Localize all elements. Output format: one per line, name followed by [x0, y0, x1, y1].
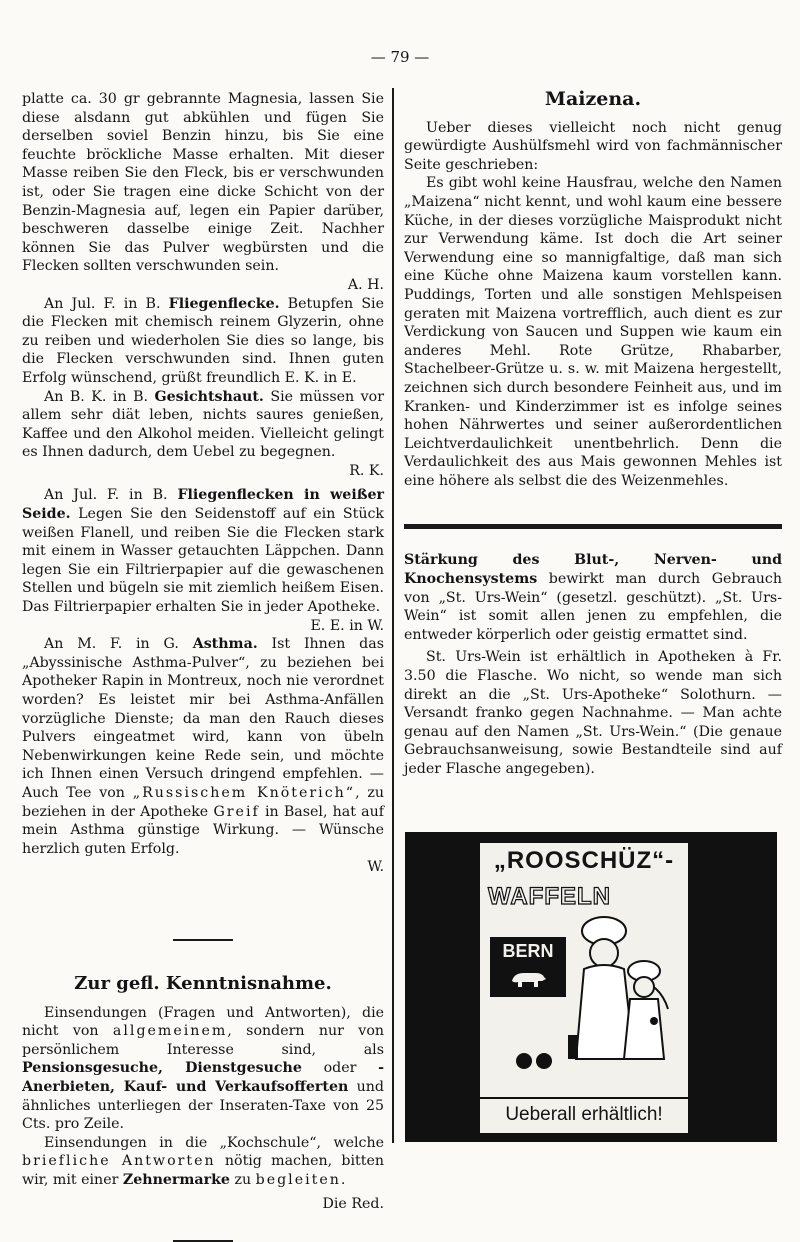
signature: Die Red.	[322, 1196, 384, 1213]
left-column	[22, 90, 384, 1242]
article-paragraph: Ueber dieses vielleicht noch nicht genug gewürdigte Aushülfsmehl wird von fachmännischer Seite geschrieben:	[404, 119, 782, 173]
article-paragraph: St. Urs-Wein ist erhältlich in Apotheken à Fr. 3.50 die Flasche. Wo nicht, so wende man sich direkt an die „St. Urs-Apotheke“ Solothurn. — Versandt franko gegen Nachnahme. — Man achte genau auf den Namen „St. Urs-Wein.“ (Die genaue Gebrauchsanweisung, sowie Bestandteile sind auf jeder Flasche angegeben).	[404, 649, 782, 777]
signature: R. K.	[349, 462, 384, 479]
paragraph-intro: An M. F. in G.	[44, 636, 179, 653]
signature: A. H.	[347, 276, 384, 293]
ad-brand: „ROOSCHÜZ“-	[493, 847, 675, 874]
signature: W.	[367, 859, 384, 876]
ad-product: WAFFELN	[488, 883, 611, 910]
paragraph-intro: An B. K. in B.	[44, 388, 148, 405]
paragraph-text: Einsendungen (Fragen und Antworten), die nicht von	[22, 1004, 384, 1040]
paragraph-text: Legen Sie den Seidenstoff auf ein Stück weißen Flanell, und reiben Sie die Flecken stark mit einem in Wasser getauchten Läppchen. Dann legen Sie ein Filtrierpapier auf die gewaschenen Stellen und bügeln sie mit ziemlich heißem Eisen. Das Filtrierpapier erhalten Sie in jeder Apotheke.	[22, 506, 385, 616]
page-number: — 79 —	[370, 48, 430, 66]
bold-text: Zehnermarke	[122, 1171, 230, 1188]
paragraph-text: , zu beziehen in der Apotheke	[22, 784, 384, 820]
notice-heading: Zur gefl. Kenntnisnahme.	[74, 972, 332, 994]
topic-heading: Gesichtshaut.	[154, 388, 264, 405]
signature: E. E. in W.	[310, 617, 384, 634]
topic-heading: Asthma.	[192, 636, 258, 653]
spaced-text: allgemeinem	[112, 1023, 228, 1040]
chef-illustration-icon	[484, 909, 684, 1079]
spaced-text: Greif	[213, 803, 260, 820]
paragraph-text: nötig machen, bitten wir, mit einer	[22, 1153, 384, 1188]
article-paragraph	[22, 388, 384, 481]
spaced-text: begleiten.	[255, 1171, 348, 1188]
notice-paragraph	[22, 1004, 384, 1134]
spaced-text: briefliche Antworten	[22, 1153, 216, 1170]
topic-heading: Fliegenflecken in weißer Seide.	[22, 487, 384, 523]
paragraph-text: bewirkt man durch Gebrauch von „St. Urs-Wein“ (gesetzl. geschützt). „St. Urs-Wein“ ist somit allen jenen zu empfehlen, die entweder körperlich oder geistig ermattet sind.	[404, 571, 782, 643]
article-paragraph: Es gibt wohl keine Hausfrau, welche den Namen „Maizena“ nicht kennt, und wohl kaum eine bessere Küche, in der dieses vorzügliche Maisprodukt nicht zur Verwendung käme. Ist doch die Art seiner Verwendung eine so mannigfaltige, daß man sich eine Küche ohne Maizena kaum vorstellen kann. Puddings, Torten und alle sonstigen Mehlspeisen geraten mit Maizena vortrefflich, auch dient es zur Verdickung von Saucen und Suppen wie kaum ein anderes Mehl. Rote Grütze, Rhabarber, Stachelbeer-Grütze u. s. w. mit Maizena hergestellt, zeichnen sich durch besondere Feinheit aus, und im Kranken- und Kinderzimmer ist es infolge seines hohen Nährwertes und seiner außerordentlichen Leichtverdaulichkeit unentbehrlich. Denn die Verdaulichkeit des aus Mais gewonnen Mehles ist eine höhere als selbst die des Weizenmehles.	[404, 175, 782, 489]
article-paragraph	[404, 551, 782, 644]
article-paragraph	[22, 295, 384, 388]
advertisement	[405, 832, 777, 1142]
maizena-heading: Maizena.	[544, 88, 642, 110]
paragraph-text: in Basel, hat auf mein Asthma günstige Wirkung. — Wünsche herzlich guten Erfolg.	[22, 803, 385, 857]
article-paragraph	[22, 486, 384, 635]
paragraph-text: Betupfen Sie die Flecken mit chemisch reinem Glyzerin, ohne zu reiben und wiederholen Sie dies so lange, bis die Flecken verschwunden sind. Ihnen guten Erfolg wünschend, grüßt freundlich E. K. in E.	[22, 295, 384, 386]
right-column	[404, 90, 782, 779]
bold-text: Pensionsgesuche, Dienstgesuche	[22, 1060, 302, 1077]
paragraph-intro: An Jul. F. in B.	[44, 487, 168, 504]
paragraph-text: oder	[323, 1060, 357, 1077]
ad-tagline: Ueberall erhältlich!	[480, 1097, 688, 1133]
bold-text: -Anerbieten, Kauf- und Verkaufsofferten	[22, 1060, 384, 1095]
paragraph-text: Ist Ihnen das „Abyssinische Asthma-Pulver“, zu beziehen bei Apotheker Rapin in Montreux, noch nie verordnet worden? Es leistet mir bei Asthma-Anfällen vorzügliche Dienste; da man den Rauch dieses Pulvers eingeatmet wird, kann von übeln Nebenwirkungen keine Rede sein, und möchte ich Ihnen einen Versuch dringend empfehlen. — Auch Tee von	[22, 636, 384, 801]
paragraph-text: zu	[234, 1171, 252, 1188]
notice-paragraph	[22, 1134, 384, 1190]
ad-panel	[477, 840, 691, 1136]
article-paragraph	[22, 635, 384, 877]
column-divider	[392, 88, 394, 1143]
bold-text: Stärkung des Blut-, Nerven- und Knochensystems	[404, 552, 782, 588]
spaced-text: „Russischem Knöterich“	[132, 784, 356, 801]
topic-heading: Fliegenflecke.	[168, 295, 280, 312]
ad-city-label: BERN	[502, 941, 554, 961]
article-paragraph	[22, 90, 384, 295]
paragraph-intro: An Jul. F. in B.	[44, 295, 161, 312]
paragraph-text: und ähnliches unterliegen der Inseraten-Taxe von 25 Cts. pro Zeile.	[22, 1078, 385, 1133]
paragraph-text: Sie müssen vor allem sehr diät leben, nichts saures genießen, Kaffee und den Alkohol meiden. Vielleicht gelingt es Ihnen dadurch, dem Uebel zu begegnen.	[22, 388, 385, 461]
paragraph-text: Einsendungen in die „Kochschule“, welche	[44, 1134, 384, 1151]
paragraph-text: platte ca. 30 gr gebrannte Magnesia, lassen Sie diese alsdann gut abkühlen und fügen Sie derselben soviel Benzin hinzu, bis Sie eine feuchte bröckliche Masse erhalten. Mit dieser Masse reiben Sie den Fleck, bis er verschwunden ist, oder Sie tragen eine dicke Schicht von der Benzin-Magnesia auf, legen ein Papier darüber, beschweren dasselbe einige Zeit. Nachher können Sie das Pulver wegbürsten und die Flecken sollten verschwunden sein.	[22, 91, 384, 275]
paragraph-text: , sondern nur von persönlichem Interesse sind, als	[22, 1023, 385, 1058]
